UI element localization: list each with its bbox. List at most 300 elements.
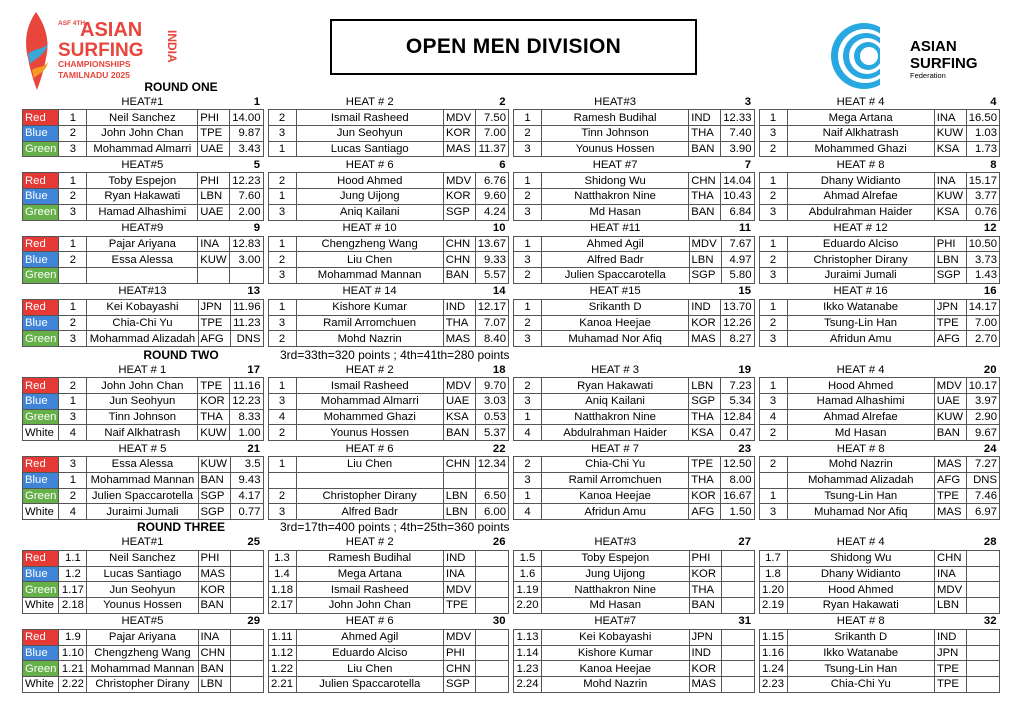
surfer-name: Christopher Dirany (787, 252, 934, 268)
seed-number: 1 (268, 141, 296, 157)
svg-text:ASF 4TH: ASF 4TH (58, 20, 86, 27)
jersey-color: Green (23, 488, 59, 504)
jersey-color: Green (23, 204, 59, 220)
seed-number: 1.6 (514, 566, 542, 582)
surfer-name: Jung Uijong (296, 189, 444, 205)
seed-number: 3 (59, 331, 87, 347)
seed-number: 3 (759, 268, 787, 284)
surfer-row (268, 268, 509, 284)
surfer-name: Kanoa Heejae (542, 661, 690, 677)
surfer-name: Natthakron Nine (542, 189, 689, 205)
heat-score: 8.27 (721, 331, 754, 347)
nation-code: IND (443, 299, 475, 315)
nation-code: PHI (444, 645, 476, 661)
heat-score: 0.76 (966, 204, 999, 220)
surfer-name: Mohammad Mannan (87, 472, 198, 488)
nation-code: MDV (444, 630, 476, 646)
heat-number: 31 (721, 614, 754, 630)
round-header (22, 520, 1000, 535)
nation-code: KUW (934, 409, 966, 425)
spacer (759, 441, 787, 457)
heat-score (230, 566, 263, 582)
heat-score (967, 582, 1000, 598)
spacer (23, 221, 59, 237)
surfer-row (23, 566, 264, 582)
surfer-row (514, 582, 755, 598)
surfer-row (268, 236, 509, 252)
heat-score: 12.23 (230, 393, 263, 409)
page-title: OPEN MEN DIVISION (330, 19, 697, 75)
jersey-color: White (23, 598, 59, 614)
surfer-name: Ahmed Agil (296, 630, 444, 646)
surfer-row (759, 645, 1000, 661)
nation-code: INA (198, 236, 230, 252)
seed-number: 2 (59, 125, 87, 141)
surfer-row (759, 110, 1000, 126)
nation-code: BAN (689, 598, 721, 614)
heat-score: 6.97 (967, 504, 1000, 520)
seed-number: 2 (268, 331, 296, 347)
seed-number: 2 (514, 125, 542, 141)
heat-score (230, 268, 263, 284)
seed-number: 1.2 (59, 566, 87, 582)
nation-code: TPE (444, 598, 476, 614)
nation-code: CHN (443, 252, 475, 268)
round-label: ROUND ONE (144, 79, 218, 94)
spacer (268, 157, 296, 173)
seed-number: 4 (759, 409, 787, 425)
heat-number: 6 (476, 157, 509, 173)
heat-score: 6.76 (476, 173, 509, 189)
heat-header (268, 362, 509, 378)
heat-header (268, 157, 509, 173)
surfer-row (759, 661, 1000, 677)
surfer-name: Toby Espejon (542, 551, 690, 567)
nation-code: LBN (443, 504, 475, 520)
heat-score: 8.40 (475, 331, 508, 347)
heat-score (230, 630, 263, 646)
spacer (268, 441, 296, 457)
nation-code: BAN (444, 425, 476, 441)
spacer (514, 535, 542, 551)
heat-table (759, 94, 1001, 157)
heat-number: 12 (966, 221, 999, 237)
surfer-name: Mohammad Mannan (87, 661, 198, 677)
seed-number: 1 (268, 457, 296, 473)
heat-name: HEAT#13 (87, 284, 198, 300)
jersey-color: Blue (23, 472, 59, 488)
jersey-color: Red (23, 630, 59, 646)
nation-code: MDV (935, 582, 967, 598)
seed-number: 1.18 (268, 582, 296, 598)
heat-score: 12.50 (721, 457, 754, 473)
nation-code: JPN (935, 645, 967, 661)
nation-code: IND (444, 551, 476, 567)
seed-number: 2 (759, 189, 787, 205)
nation-code (443, 472, 475, 488)
heat-group (22, 441, 1000, 520)
heat-score (476, 598, 509, 614)
spacer (268, 362, 296, 378)
spacer (59, 362, 87, 378)
nation-code: LBN (689, 252, 721, 268)
heat-score: 16.67 (721, 488, 754, 504)
heat-name: HEAT#7 (542, 614, 690, 630)
seed-number: 2 (268, 425, 296, 441)
seed-number: 3 (59, 141, 87, 157)
heat-score: 11.96 (230, 299, 263, 315)
heat-number: 3 (721, 94, 754, 110)
surfer-name: Mohammad Alizadah (787, 472, 935, 488)
seed-number: 1.23 (514, 661, 542, 677)
nation-code: THA (689, 472, 721, 488)
surfer-row (23, 488, 264, 504)
nation-code: KOR (198, 582, 230, 598)
surfer-name: Chia-Chi Yu (542, 457, 689, 473)
jersey-color: White (23, 677, 59, 693)
nation-code: LBN (198, 677, 230, 693)
surfer-name: Christopher Dirany (296, 488, 443, 504)
nation-code: MAS (444, 141, 476, 157)
nation-code: KOR (689, 315, 721, 331)
surfer-row (759, 236, 1000, 252)
heat-header (23, 535, 264, 551)
heat-name: HEAT # 3 (542, 362, 689, 378)
heat-name: HEAT # 8 (787, 441, 935, 457)
surfer-row (268, 566, 509, 582)
surfer-name: Mohammed Ghazi (787, 141, 934, 157)
nation-code: MAS (935, 457, 967, 473)
surfer-name: Kanoa Heejae (542, 315, 689, 331)
seed-number: 1 (514, 173, 542, 189)
surfer-name: Mohammad Mannan (296, 268, 443, 284)
surfer-name: Ismail Rasheed (296, 110, 444, 126)
heat-name: HEAT #15 (542, 284, 689, 300)
surfer-name: Srikanth D (542, 299, 689, 315)
surfer-row (514, 173, 755, 189)
heat-name: HEAT # 12 (787, 221, 934, 237)
surfer-row (268, 645, 509, 661)
heat-number: 15 (721, 284, 754, 300)
surfer-row (759, 472, 1000, 488)
spacer (934, 221, 966, 237)
nation-code: IND (689, 645, 721, 661)
surfer-name: Kishore Kumar (296, 299, 443, 315)
surfer-name: Younus Hossen (87, 598, 198, 614)
surfer-name: Ramesh Budihal (296, 551, 444, 567)
surfer-name: Eduardo Alciso (787, 236, 934, 252)
surfer-row (268, 472, 509, 488)
nation-code: SGP (444, 204, 476, 220)
nation-code: TPE (689, 457, 721, 473)
heat-number: 30 (476, 614, 509, 630)
surfer-name: Abdulrahman Haider (542, 425, 689, 441)
surfer-name: Juraimi Jumali (787, 268, 934, 284)
heat-score: 7.67 (721, 236, 754, 252)
nation-code: UAE (198, 204, 230, 220)
heat-sheet (22, 79, 1000, 693)
jersey-color: Green (23, 661, 59, 677)
surfer-name: Liu Chen (296, 457, 443, 473)
surfer-row (23, 236, 264, 252)
nation-code: CHN (444, 661, 476, 677)
surfer-row (759, 457, 1000, 473)
heat-name: HEAT#5 (87, 157, 198, 173)
spacer (689, 221, 721, 237)
surfer-name: Liu Chen (296, 661, 444, 677)
heat-score: 4.97 (721, 252, 754, 268)
seed-number: 1.1 (59, 551, 87, 567)
surfer-row (23, 378, 264, 394)
surfer-row (759, 504, 1000, 520)
nation-code: SGP (689, 393, 721, 409)
surfer-name: Naif Alkhatrash (87, 425, 198, 441)
jersey-color: Red (23, 299, 59, 315)
heat-score (476, 566, 509, 582)
surfer-name: Kishore Kumar (542, 645, 690, 661)
heat-score: 7.50 (476, 110, 509, 126)
surfer-name: Tinn Johnson (87, 409, 198, 425)
heat-score: 9.43 (230, 472, 263, 488)
heat-number: 4 (966, 94, 999, 110)
surfer-name: Jun Seohyun (87, 393, 198, 409)
spacer (759, 614, 787, 630)
spacer (268, 284, 296, 300)
surfer-name: Tinn Johnson (542, 125, 689, 141)
surfer-name: Hood Ahmed (787, 378, 934, 394)
heat-number: 16 (966, 284, 999, 300)
nation-code: MDV (444, 582, 476, 598)
heat-table (22, 221, 264, 284)
heat-score: 12.33 (721, 110, 754, 126)
nation-code: KUW (934, 189, 966, 205)
seed-number: 1.19 (514, 582, 542, 598)
heat-table (759, 441, 1001, 520)
heat-name: HEAT#3 (542, 535, 690, 551)
nation-code: SGP (934, 268, 966, 284)
nation-code: KOR (689, 661, 721, 677)
surfer-row (23, 409, 264, 425)
surfer-row (268, 504, 509, 520)
surfer-name: Jung Uijong (542, 566, 690, 582)
heat-name: HEAT # 6 (296, 441, 443, 457)
nation-code: BAN (443, 268, 475, 284)
spacer (198, 94, 230, 110)
spacer (23, 362, 59, 378)
seed-number: 2 (759, 252, 787, 268)
seed-number: 2 (759, 457, 787, 473)
surfer-row (514, 252, 755, 268)
heat-score: 5.57 (475, 268, 508, 284)
jersey-color: Blue (23, 189, 59, 205)
surfer-row (759, 677, 1000, 693)
surfer-row (23, 425, 264, 441)
heat-header (759, 94, 1000, 110)
surfer-row (268, 110, 509, 126)
nation-code: TPE (198, 378, 230, 394)
surfer-row (23, 661, 264, 677)
surfer-row (268, 425, 509, 441)
spacer (935, 441, 967, 457)
nation-code: LBN (935, 598, 967, 614)
spacer (759, 362, 787, 378)
heat-number: 10 (475, 221, 508, 237)
nation-code: LBN (443, 488, 475, 504)
surfer-row (759, 252, 1000, 268)
heat-score: 7.46 (967, 488, 1000, 504)
spacer (268, 221, 296, 237)
heat-header (268, 94, 509, 110)
surfer-row (514, 299, 755, 315)
seed-number: 2 (59, 488, 87, 504)
heat-score: 8.33 (230, 409, 263, 425)
nation-code: CHN (443, 457, 475, 473)
spacer (23, 157, 59, 173)
surfer-name: Toby Espejon (87, 173, 198, 189)
heat-score: 6.84 (721, 204, 754, 220)
round-header (22, 79, 1000, 94)
seed-number: 2.22 (59, 677, 87, 693)
heat-group (22, 94, 1000, 157)
spacer (198, 284, 230, 300)
heat-name: HEAT#5 (87, 614, 198, 630)
heat-score: 10.43 (721, 189, 754, 205)
heat-score: 3.43 (230, 141, 263, 157)
heat-name: HEAT # 2 (296, 362, 444, 378)
heat-header (759, 362, 1000, 378)
svg-text:CHAMPIONSHIPS: CHAMPIONSHIPS (58, 59, 131, 69)
surfer-name: John John Chan (296, 598, 444, 614)
heat-score (476, 630, 509, 646)
surfer-name: Tsung-Lin Han (787, 661, 935, 677)
seed-number: 1.13 (514, 630, 542, 646)
jersey-color: Blue (23, 315, 59, 331)
seed-number: 1 (59, 472, 87, 488)
svg-text:Federation: Federation (910, 71, 946, 80)
nation-code: THA (198, 409, 230, 425)
heat-table (759, 535, 1001, 614)
heat-number: 7 (721, 157, 754, 173)
surfer-name: Abdulrahman Haider (787, 204, 934, 220)
nation-code: AFG (934, 331, 966, 347)
spacer (444, 157, 476, 173)
seed-number: 2.17 (268, 598, 296, 614)
seed-number: 2 (268, 110, 296, 126)
jersey-color: Blue (23, 393, 59, 409)
surfer-name: Kei Kobayashi (87, 299, 198, 315)
spacer (514, 362, 542, 378)
heat-name: HEAT # 2 (296, 94, 444, 110)
nation-code: THA (689, 189, 721, 205)
heat-score: DNS (230, 331, 263, 347)
surfer-row (514, 677, 755, 693)
heat-group (22, 535, 1000, 614)
nation-code: CHN (443, 236, 475, 252)
nation-code: AFG (689, 504, 721, 520)
surfer-name: Aniq Kailani (542, 393, 689, 409)
seed-number: 3 (759, 204, 787, 220)
heat-table (268, 614, 510, 693)
heat-table (513, 157, 755, 220)
heat-number: 9 (230, 221, 263, 237)
surfer-row (759, 204, 1000, 220)
nation-code: THA (689, 582, 721, 598)
surfer-row (268, 378, 509, 394)
seed-number: 3 (514, 204, 542, 220)
spacer (759, 157, 787, 173)
seed-number: 2 (59, 315, 87, 331)
heat-name: HEAT # 8 (787, 157, 934, 173)
heat-score: 0.77 (230, 504, 263, 520)
surfer-row (23, 141, 264, 157)
surfer-row (23, 598, 264, 614)
heat-table (759, 614, 1001, 693)
seed-number: 1 (759, 299, 787, 315)
spacer (198, 362, 230, 378)
surfer-name: Julien Spaccarotella (542, 268, 690, 284)
seed-number: 1.24 (759, 661, 787, 677)
heat-table (22, 362, 264, 441)
jersey-color: Green (23, 409, 59, 425)
seed-number: 3 (59, 457, 87, 473)
seed-number: 1 (759, 378, 787, 394)
heat-table (513, 362, 755, 441)
surfer-row (23, 504, 264, 520)
spacer (198, 157, 230, 173)
heat-name: HEAT #11 (542, 221, 690, 237)
seed-number: 1 (59, 393, 87, 409)
heat-header (23, 94, 264, 110)
heat-score: 12.17 (475, 299, 508, 315)
seed-number: 2 (59, 252, 87, 268)
heat-header (514, 94, 755, 110)
nation-code: CHN (935, 551, 967, 567)
heat-score: 9.60 (476, 189, 509, 205)
surfer-row (514, 378, 755, 394)
heat-header (759, 157, 1000, 173)
seed-number: 3 (514, 252, 542, 268)
heat-name: HEAT # 6 (296, 157, 444, 173)
heat-table (513, 535, 755, 614)
surfer-row (23, 630, 264, 646)
heat-number: 2 (476, 94, 509, 110)
heat-score: 12.84 (721, 409, 754, 425)
nation-code: SGP (198, 504, 230, 520)
nation-code: TPE (935, 677, 967, 693)
heat-table (513, 614, 755, 693)
heat-score: 11.16 (230, 378, 263, 394)
surfer-name: Ahmad Alrefae (787, 409, 934, 425)
heat-score: 13.67 (475, 236, 508, 252)
heat-number: 29 (230, 614, 263, 630)
seed-number: 1.8 (759, 566, 787, 582)
spacer (934, 362, 966, 378)
surfer-name: Ramil Arromchuen (296, 315, 443, 331)
heat-score: 1.43 (966, 268, 999, 284)
heat-table (22, 94, 264, 157)
surfer-row (268, 677, 509, 693)
surfer-row (514, 598, 755, 614)
nation-code: AFG (935, 472, 967, 488)
heat-number: 20 (966, 362, 999, 378)
nation-code: UAE (934, 393, 966, 409)
nation-code: TPE (934, 315, 966, 331)
seed-number: 3 (268, 268, 296, 284)
seed-number: 2.21 (268, 677, 296, 693)
heat-score: 5.80 (721, 268, 754, 284)
nation-code: KSA (444, 409, 476, 425)
heat-score: 15.17 (966, 173, 999, 189)
